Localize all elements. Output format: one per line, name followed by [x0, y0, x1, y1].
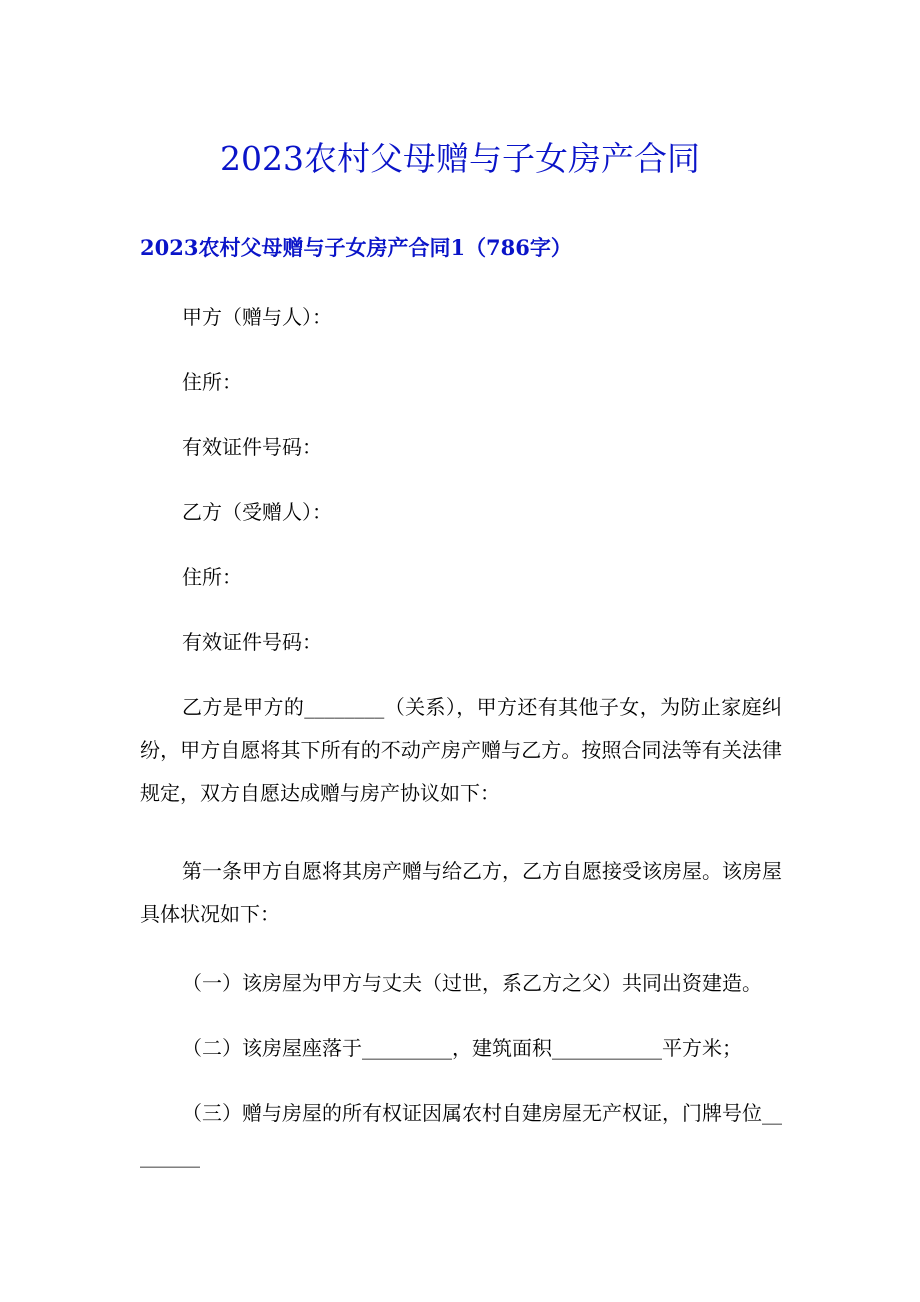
party-a-address-label: 住所：	[182, 370, 242, 394]
section-heading: 2023农村父母赠与子女房产合同1（786字）	[140, 235, 572, 260]
clause-two-paragraph: （二）该房屋座落于_________，建筑面积___________平方米；	[182, 1036, 742, 1060]
clause-three-paragraph: （三）赠与房屋的所有权证因属农村自建房屋无产权证，门牌号位________	[140, 1101, 782, 1168]
party-b-id-label: 有效证件号码：	[182, 630, 322, 654]
party-a-label: 甲方（赠与人）：	[182, 305, 332, 329]
article-one-paragraph: 第一条甲方自愿将其房产赠与给乙方，乙方自愿接受该房屋。该房屋具体状况如下：	[140, 859, 782, 926]
relationship-paragraph: 乙方是甲方的________（关系），甲方还有其他子女，为防止家庭纠纷，甲方自愿将其下所有的不动产房产赠与乙方。按照合同法等有关法律规定，双方自愿达成赠与房产协议如下：	[140, 695, 782, 805]
party-b-address-label: 住所：	[182, 565, 242, 589]
party-a-id-label: 有效证件号码：	[182, 435, 322, 459]
clause-one-paragraph: （一）该房屋为甲方与丈夫（过世，系乙方之父）共同出资建造。	[182, 971, 762, 995]
party-b-label: 乙方（受赠人）：	[182, 500, 332, 524]
document-title: 2023农村父母赠与子女房产合同	[220, 139, 700, 178]
